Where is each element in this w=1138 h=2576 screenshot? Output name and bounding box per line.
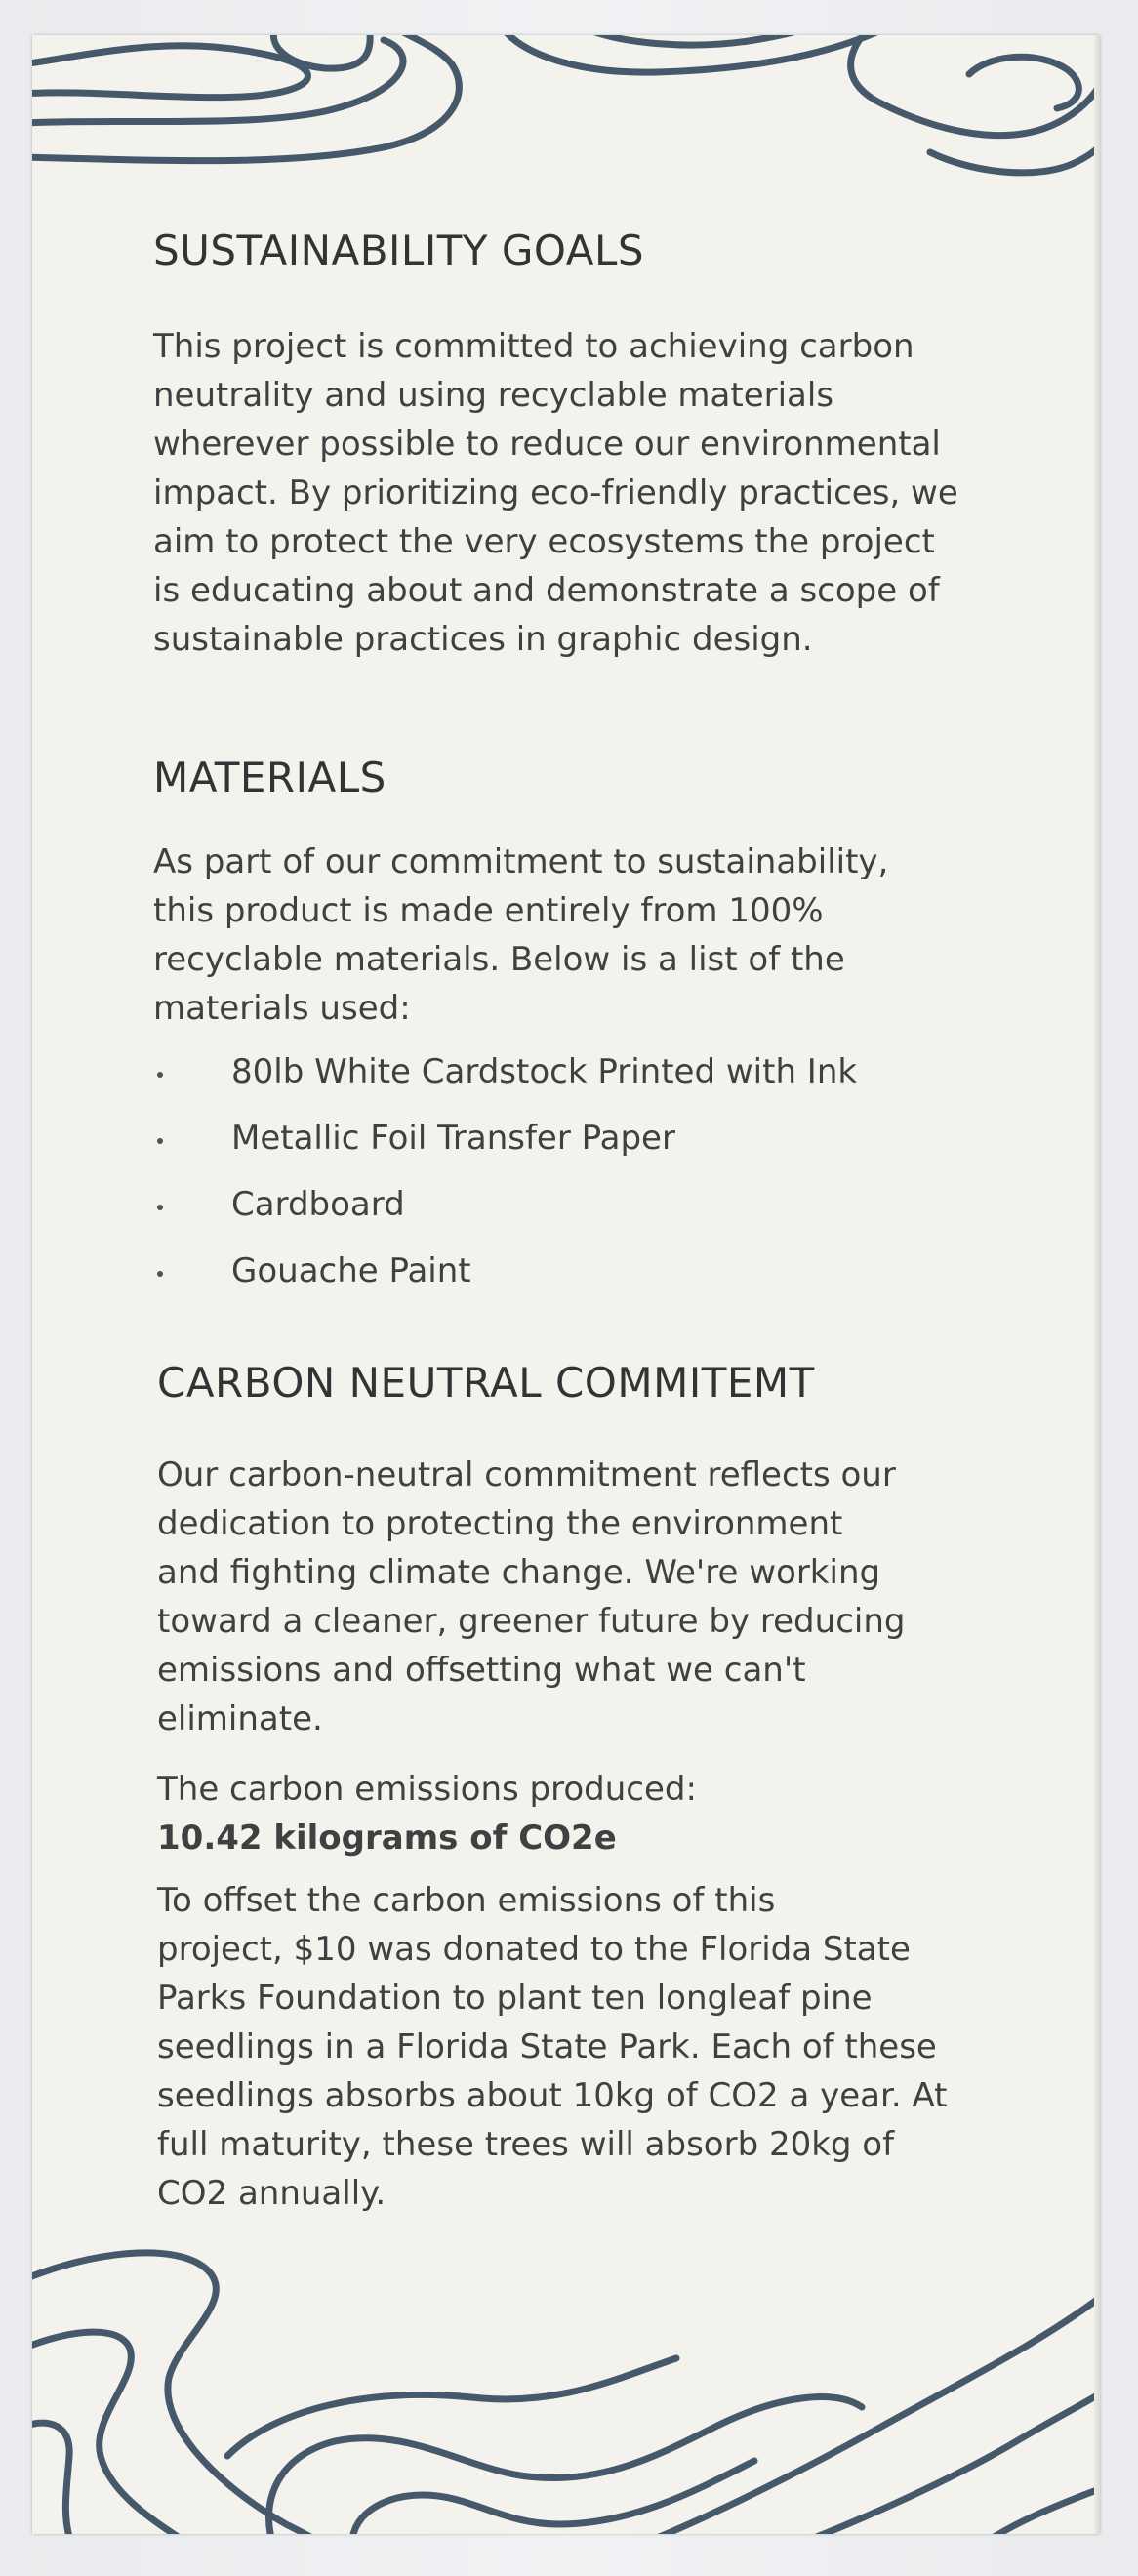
bullet-icon (157, 1072, 163, 1078)
materials-list-item: 80lb White Cardstock Printed with Ink (157, 1052, 857, 1119)
bullet-icon (157, 1205, 163, 1210)
materials-heading: MATERIALS (153, 754, 386, 801)
sustainability-goals-heading: SUSTAINABILITY GOALS (153, 226, 645, 274)
contour-lines-bottom-decoration (32, 2231, 1100, 2534)
bullet-icon (157, 1138, 163, 1144)
bullet-icon (157, 1271, 163, 1277)
offset-description: To offset the carbon emissions of this project, $10 was donated to the Florida State Parks Foundation to plant ten longleaf pine seedlings in a Florida State Park. Each of these seedlings absorbs about 10kg of CO2 a year. At full maturity, these trees will absorb 20kg of CO2 annually. (157, 1881, 948, 2213)
emissions-label: The carbon emissions produced: (157, 1770, 697, 1809)
emissions-value: 10.42 kilograms of CO2e (157, 1819, 617, 1858)
contour-lines-top-decoration (32, 35, 1100, 182)
materials-list-item: Gouache Paint (157, 1251, 857, 1318)
sustainability-goals-body: This project is committed to achieving carbon neutrality and using recyclable materials wherever possible to reduce our environmental impact. By prioritizing eco-friendly practices, we aim to protect the very ecosystems the project is educating about and demonstrate a scope of sustainable practices in graphic design. (153, 327, 958, 659)
materials-list (157, 1052, 857, 1318)
materials-list-item: Cardboard (157, 1185, 857, 1251)
carbon-neutral-body: Our carbon-neutral commitment reflects our dedication to protecting the environment and fighting climate change. We're working toward a cleaner, greener future by reducing emissions and offsetting what we can't eliminate. (157, 1455, 906, 1738)
materials-intro: As part of our commitment to sustainability, this product is made entirely from 100% recyclable materials. Below is a list of the materials used: (153, 842, 889, 1028)
brochure-panel (32, 35, 1100, 2534)
carbon-neutral-heading: CARBON NEUTRAL COMMITEMT (157, 1359, 815, 1407)
materials-list-item: Metallic Foil Transfer Paper (157, 1119, 857, 1185)
